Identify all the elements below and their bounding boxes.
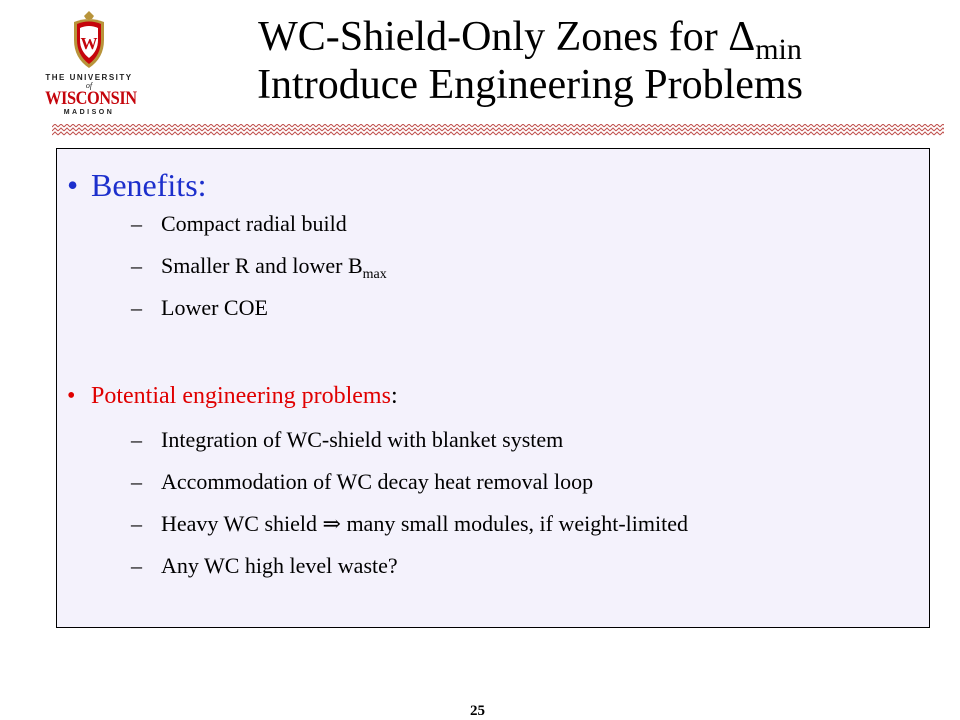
dash-marker: – bbox=[131, 295, 142, 320]
dash-marker: – bbox=[131, 553, 142, 578]
problem-item bbox=[131, 469, 593, 495]
problem-item-text: Any WC high level waste? bbox=[161, 553, 398, 578]
crest-icon bbox=[70, 10, 108, 70]
problems-heading-text: Potential engineering problems bbox=[91, 383, 391, 409]
slide-title-line2: Introduce Engineering Problems bbox=[257, 62, 803, 108]
logo-line-of: of bbox=[85, 81, 93, 90]
problem-item-text: Integration of WC-shield with blanket system bbox=[161, 427, 564, 452]
benefit-item bbox=[131, 295, 268, 321]
dash-marker: – bbox=[131, 211, 142, 236]
logo-line-madison: MADISON bbox=[63, 109, 115, 116]
bullet-marker: • bbox=[67, 383, 76, 409]
dash-marker: – bbox=[131, 469, 142, 494]
benefit-item bbox=[131, 253, 387, 283]
dash-marker: – bbox=[131, 511, 142, 536]
page-number: 25 bbox=[470, 703, 485, 719]
problem-item-text: Accommodation of WC decay heat removal loop bbox=[161, 469, 594, 494]
logo-line-wisconsin: WISCONSIN bbox=[45, 88, 137, 109]
university-logo bbox=[38, 10, 140, 118]
benefits-heading bbox=[67, 167, 207, 204]
dash-marker: – bbox=[131, 253, 142, 278]
title-subscript: min bbox=[755, 33, 802, 66]
problem-item bbox=[131, 427, 563, 453]
problems-heading bbox=[67, 383, 398, 410]
bullet-marker: • bbox=[67, 167, 79, 203]
delta-symbol: Δ bbox=[728, 14, 756, 60]
benefit-item-text: Lower COE bbox=[161, 295, 268, 320]
logo-line-university: THE UNIVERSITY bbox=[45, 73, 133, 82]
problem-item-text: Heavy WC shield ⇒ many small modules, if weight-limited bbox=[161, 511, 689, 536]
problem-item bbox=[131, 553, 398, 579]
decorative-divider bbox=[52, 124, 944, 136]
crest-letter: W bbox=[80, 34, 98, 53]
content-box bbox=[56, 148, 930, 628]
title-text: WC-Shield-Only Zones for bbox=[258, 14, 729, 60]
benefit-item-text: Smaller R and lower B bbox=[161, 253, 363, 278]
dash-marker: – bbox=[131, 427, 142, 452]
slide-title-line1 bbox=[150, 16, 910, 65]
benefit-item-subscript: max bbox=[362, 267, 387, 282]
benefit-item-text: Compact radial build bbox=[161, 211, 347, 236]
problems-heading-colon: : bbox=[390, 383, 398, 409]
benefits-heading-text: Benefits: bbox=[91, 167, 207, 203]
benefit-item bbox=[131, 211, 347, 237]
problem-item bbox=[131, 511, 688, 537]
